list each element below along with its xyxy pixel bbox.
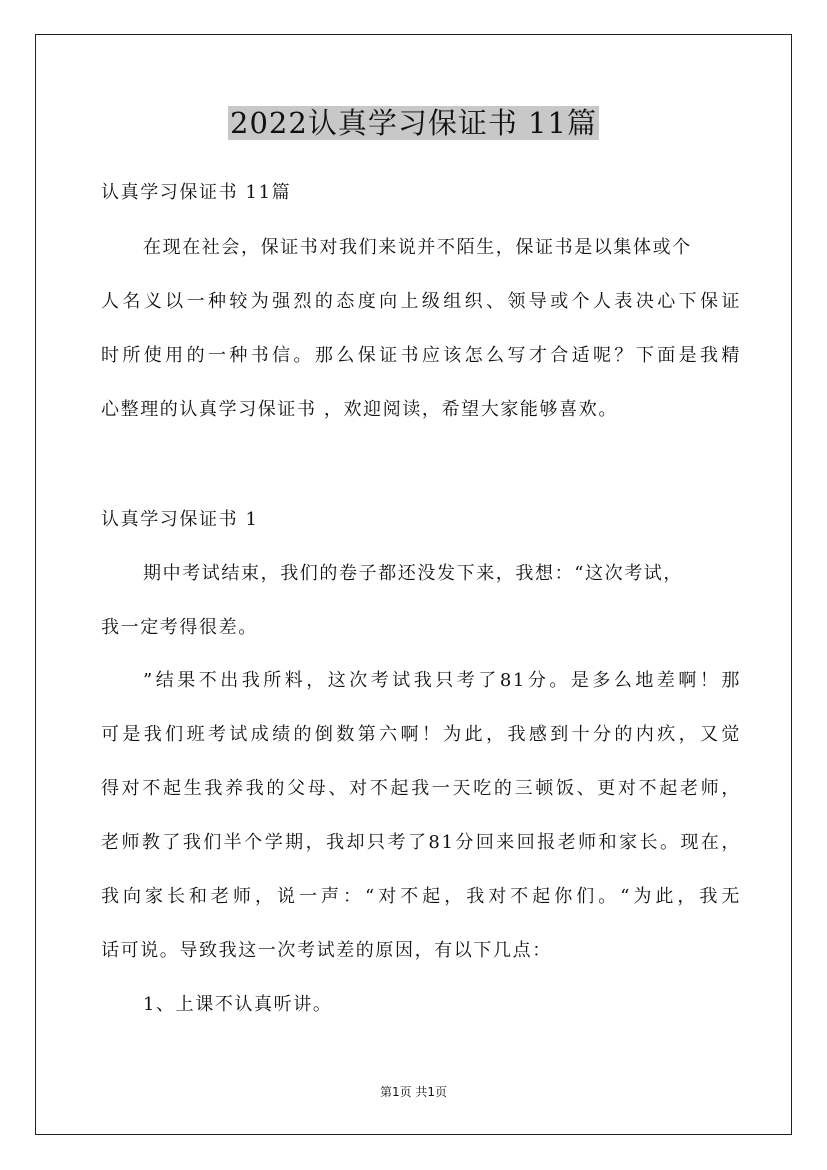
intro-paragraph-line: 在现在社会，保证书对我们来说并不陌生，保证书是以集体或个 [143, 237, 692, 258]
body-paragraph-line: 可是我们班考试成绩的倒数第六啊！为此，我感到十分的内疚，又觉 [101, 724, 741, 745]
body-paragraph-line: ”结果不出我所料，这次考试我只考了81分。是多么地差啊！那 [143, 670, 741, 691]
document-title: 2022认真学习保证书 11篇 [230, 106, 597, 140]
body-paragraph-line: 老师教了我们半个学期，我却只考了81分回来回报老师和家长。现在， [101, 832, 741, 853]
document-subtitle: 认真学习保证书 11篇 [101, 182, 292, 203]
body-paragraph-line: 我一定考得很差。 [101, 617, 258, 638]
intro-paragraph-line: 人名义以一种较为强烈的态度向上级组织、领导或个人表决心下保证 [101, 291, 741, 312]
body-paragraph-line: 期中考试结束，我们的卷子都还没发下来，我想：“这次考试， [143, 563, 683, 584]
intro-paragraph-line: 时所使用的一种书信。那么保证书应该怎么写才合适呢？下面是我精 [101, 345, 741, 366]
body-paragraph-line: 我向家长和老师，说一声：“对不起，我对不起你们。“为此，我无 [101, 886, 741, 907]
body-paragraph-line: 话可说。导致我这一次考试差的原因，有以下几点： [101, 940, 552, 961]
body-paragraph-line: 得对不起生我养我的父母、对不起我一天吃的三顿饭、更对不起老师， [101, 778, 741, 799]
body-paragraph-line: 1、上课不认真听讲。 [143, 994, 333, 1015]
section-heading: 认真学习保证书 1 [101, 509, 259, 530]
intro-paragraph-line: 心整理的认真学习保证书 ，欢迎阅读，希望大家能够喜欢。 [101, 399, 618, 420]
page-number-footer: 第1页 共1页 [379, 1085, 448, 1099]
